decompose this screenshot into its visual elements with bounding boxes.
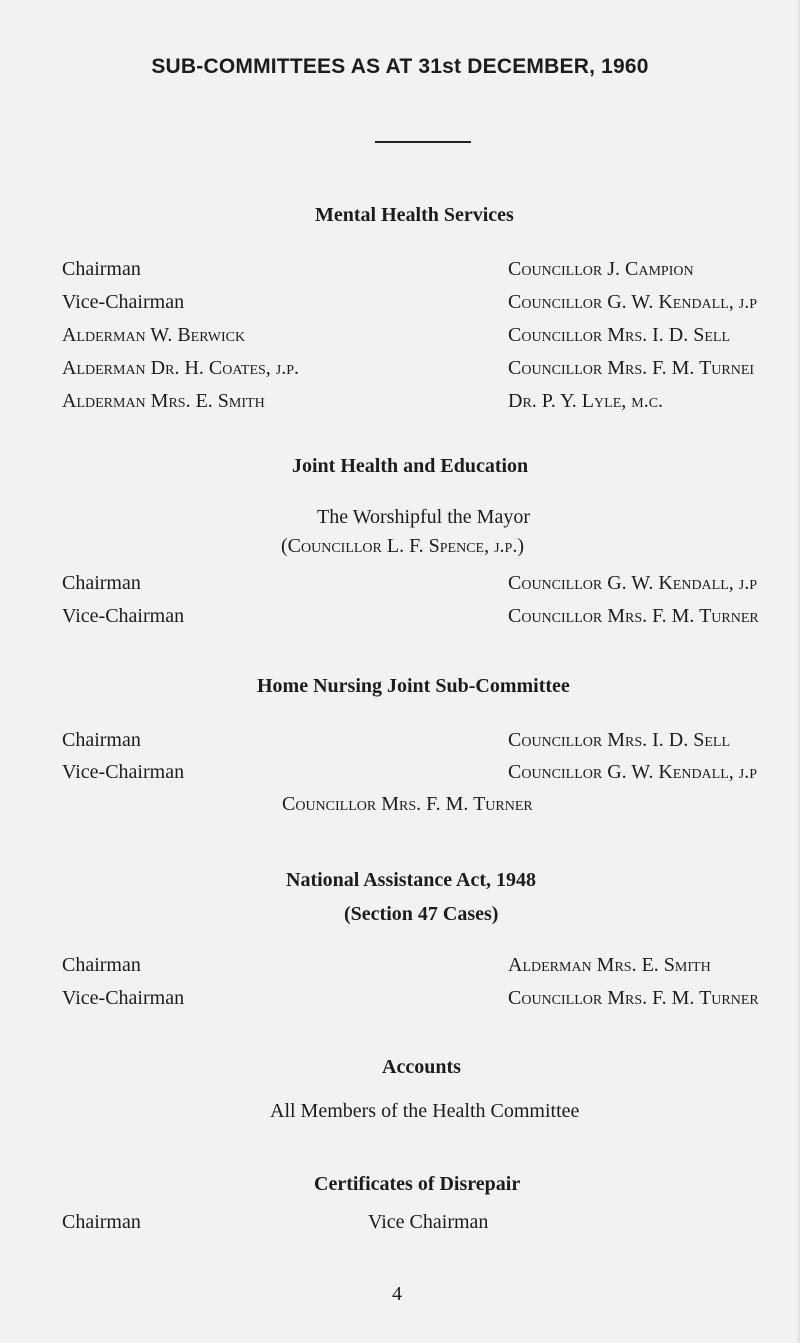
accounts-title: Accounts — [382, 1056, 461, 1078]
certificates-vice-chairman-label: Vice Chairman — [368, 1211, 489, 1233]
joint-health-vice-chairman: Councillor Mrs. F. M. Turner — [508, 605, 759, 627]
mental-health-chairman-label: Chairman — [62, 258, 141, 280]
mental-health-member: Alderman Mrs. E. Smith — [62, 390, 265, 412]
mental-health-member: Alderman W. Berwick — [62, 324, 246, 346]
mental-health-vice-chairman-label: Vice-Chairman — [62, 291, 185, 313]
mental-health-member: Alderman Dr. H. Coates, j.p. — [62, 357, 300, 379]
title-rule — [375, 141, 471, 143]
national-assistance-title: National Assistance Act, 1948 — [286, 869, 536, 891]
mayor-councillor-line: (Councillor L. F. Spence, j.p.) — [281, 535, 524, 557]
home-nursing-vice-chairman-label: Vice-Chairman — [62, 761, 185, 783]
joint-health-chairman-label: Chairman — [62, 572, 141, 594]
mental-health-member: Councillor Mrs. F. M. Turnei — [508, 357, 755, 379]
joint-health-vice-chairman-label: Vice-Chairman — [62, 605, 185, 627]
home-nursing-member: Councillor Mrs. F. M. Turner — [282, 793, 533, 815]
mental-health-member: Dr. P. Y. Lyle, m.c. — [508, 390, 664, 412]
national-assistance-chairman-label: Chairman — [62, 954, 141, 976]
home-nursing-title: Home Nursing Joint Sub-Committee — [257, 675, 570, 697]
page-title: SUB-COMMITTEES AS AT 31st DECEMBER, 1960 — [151, 55, 649, 78]
home-nursing-chairman-label: Chairman — [62, 729, 141, 751]
joint-health-chairman: Councillor G. W. Kendall, j.p — [508, 572, 758, 594]
mental-health-member: Councillor Mrs. I. D. Sell — [508, 324, 731, 346]
national-assistance-vice-chairman: Councillor Mrs. F. M. Turner — [508, 987, 759, 1009]
national-assistance-subtitle: (Section 47 Cases) — [344, 903, 499, 925]
national-assistance-vice-chairman-label: Vice-Chairman — [62, 987, 185, 1009]
joint-health-title: Joint Health and Education — [292, 455, 529, 477]
page-edge-shadow — [796, 0, 800, 1343]
certificates-title: Certificates of Disrepair — [314, 1173, 521, 1195]
accounts-text: All Members of the Health Committee — [270, 1100, 580, 1122]
mental-health-chairman: Councillor J. Campion — [508, 258, 694, 280]
certificates-chairman-label: Chairman — [62, 1211, 141, 1233]
home-nursing-vice-chairman: Councillor G. W. Kendall, j.p — [508, 761, 758, 783]
mental-health-title: Mental Health Services — [315, 204, 514, 226]
mayor-line: The Worshipful the Mayor — [317, 506, 530, 528]
page-number: 4 — [392, 1283, 402, 1305]
home-nursing-chairman: Councillor Mrs. I. D. Sell — [508, 729, 731, 751]
mental-health-vice-chairman: Councillor G. W. Kendall, j.p — [508, 291, 758, 313]
national-assistance-chairman: Alderman Mrs. E. Smith — [508, 954, 711, 976]
